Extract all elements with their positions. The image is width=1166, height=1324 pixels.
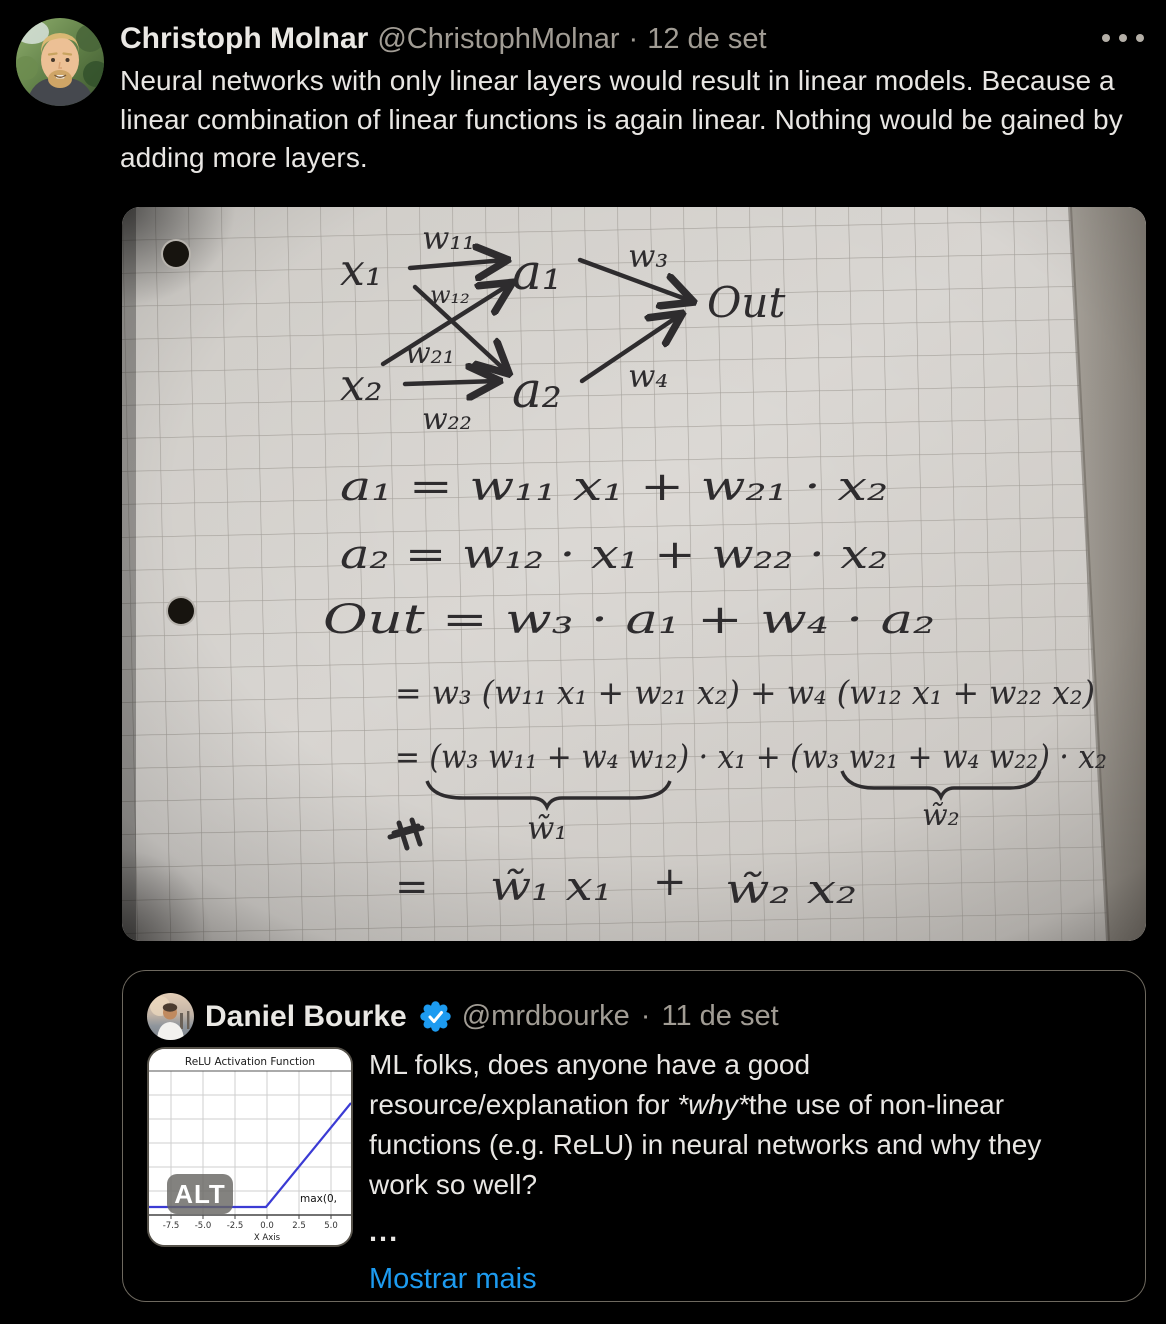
chart-x-axis-label: X Axis (253, 1233, 281, 1243)
quote-author-handle[interactable]: @mrdbourke (461, 1000, 630, 1032)
diagram-label-w3: w₃ (628, 237, 669, 275)
quote-separator: · (640, 1000, 651, 1032)
diagram-label-out: Out (707, 278, 786, 327)
equation-line-5: = (w₃ w₁₁ + w₄ w₁₂) · x₁ + (w₃ w₂₁ + w₄ w₂₂) · x₂ (395, 737, 1107, 776)
tick-label-0: -7.5 (162, 1221, 180, 1231)
quote-header (147, 993, 779, 1040)
diagram-label-w4: w₄ (628, 357, 669, 395)
more-icon (1102, 34, 1110, 42)
diagram-label-w22: w₂₂ (422, 402, 472, 437)
more-icon (1136, 34, 1144, 42)
equation-line-6-equals: = (395, 864, 429, 910)
alt-badge[interactable]: ALT (167, 1174, 233, 1214)
handwritten-notes-photo (122, 207, 1146, 941)
show-more-link[interactable]: Mostrar mais (369, 1263, 537, 1295)
diagram-label-w12: w₁₂ (430, 281, 470, 309)
diagram-label-x1: x₁ (340, 245, 383, 296)
header-separator: · (628, 23, 639, 55)
hole-punch-top (163, 241, 189, 267)
equation-line-2: a₂ = w₁₂ · x₁ + w₂₂ · x₂ (340, 532, 888, 578)
quote-card[interactable] (122, 970, 1146, 1302)
tick-label-4: 2.5 (292, 1221, 306, 1231)
tick-label-5: 5.0 (324, 1221, 338, 1231)
quote-text-why-italic: *why* (677, 1089, 749, 1120)
tick-label-2: -2.5 (226, 1221, 244, 1231)
quote-avatar-image (147, 993, 194, 1040)
equation-line-6-plus: + (653, 859, 687, 905)
tweet-text: Neural networks with only linear layers would result in linear models. Because a linear combination of linear functions is again linear. Nothing would be gained by adding more layers. (120, 65, 1123, 173)
quote-text-line-4: work so well? (369, 1169, 538, 1200)
diagram-label-x2: x₂ (340, 360, 383, 411)
diagram-label-a2: a₂ (512, 361, 562, 419)
quote-ellipsis: ... (369, 1216, 400, 1248)
avatar-image (16, 18, 104, 106)
diagram-label-w21: w₂₁ (405, 336, 455, 371)
quote-text-line-2-pre: resource/explanation for (369, 1089, 678, 1120)
quote-text-line-2-post: the use of non-linear (748, 1089, 1005, 1120)
equation-line-6-term1: w̃₁ x₁ (490, 864, 612, 910)
equation-line-6-term2: w̃₂ x₂ (725, 867, 857, 913)
avatar[interactable] (16, 18, 104, 106)
diagram-label-w11: w₁₁ (422, 219, 476, 257)
relu-chart (149, 1049, 351, 1245)
tick-label-3: 0.0 (260, 1221, 274, 1231)
tweet-header (120, 22, 1080, 56)
quote-author-name[interactable]: Daniel Bourke (205, 999, 407, 1033)
underbrace-2-label: w̃₂ (922, 798, 960, 833)
tweet-photo[interactable] (122, 207, 1146, 941)
hole-punch-bottom (168, 598, 194, 624)
quote-date[interactable]: 11 de set (661, 1000, 779, 1032)
more-button[interactable] (1098, 30, 1148, 46)
quote-text-line-3: functions (e.g. ReLU) in neural networks and why they (369, 1129, 1042, 1160)
chart-annotation: max(0, (300, 1193, 337, 1205)
quote-text-line-1: ML folks, does anyone have a good (369, 1049, 811, 1080)
equation-line-1: a₁ = w₁₁ x₁ + w₂₁ · x₂ (340, 464, 888, 510)
post-date[interactable]: 12 de set (647, 23, 767, 55)
diagram-label-a1: a₁ (512, 243, 562, 301)
quote-text (369, 1045, 1141, 1299)
more-icon (1119, 34, 1127, 42)
author-handle[interactable]: @ChristophMolnar (377, 23, 620, 55)
equation-line-3: Out = w₃ · a₁ + w₄ · a₂ (323, 597, 935, 643)
chart-title: ReLU Activation Function (184, 1056, 316, 1068)
underbrace-1-label: w̃₁ (527, 809, 568, 847)
author-name[interactable]: Christoph Molnar (120, 22, 369, 55)
relu-thumbnail[interactable] (147, 1047, 353, 1247)
quote-avatar[interactable] (147, 993, 194, 1040)
verified-badge-icon (420, 1001, 451, 1032)
equation-line-4: = w₃ (w₁₁ x₁ + w₂₁ x₂) + w₄ (w₁₂ x₁ + w₂₂ x₂) (395, 673, 1095, 712)
tick-label-1: -5.0 (194, 1221, 212, 1231)
quote-text-line-2 (369, 1085, 1141, 1125)
